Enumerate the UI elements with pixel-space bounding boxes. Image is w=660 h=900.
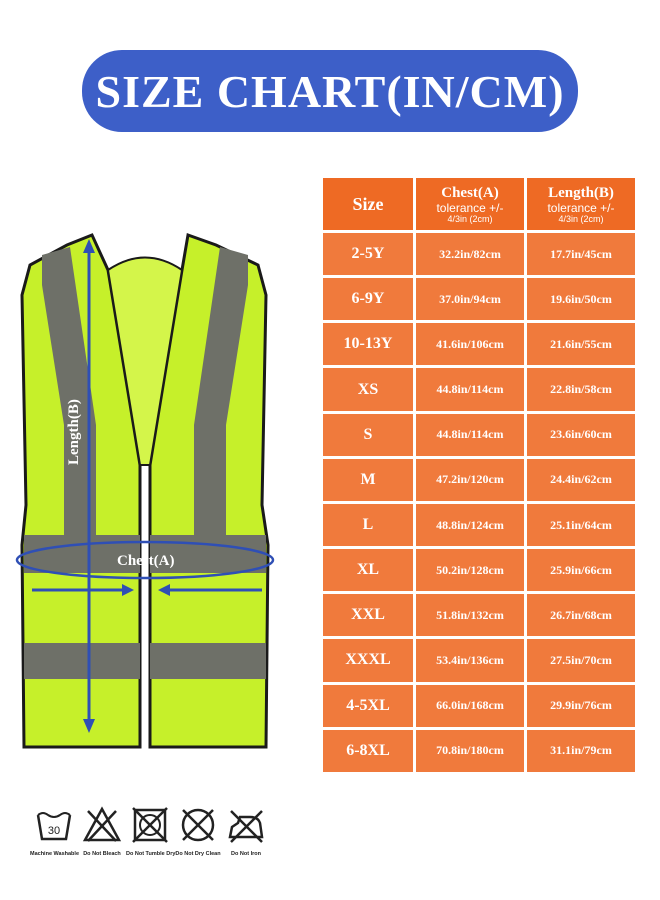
header-length-tolerance-value: 4/3in (2cm) [558,213,604,224]
table-row [323,549,635,591]
size-cell: L [323,504,413,546]
size-cell: XS [323,368,413,410]
length-cell: 25.9in/66cm [527,549,635,591]
lower-reflective-band-left [24,643,140,679]
table-row [323,414,635,456]
chest-label: Chest(A) [117,553,175,569]
length-cell: 21.6in/55cm [527,323,635,365]
size-cell: XXXL [323,639,413,681]
table-row [323,233,635,275]
vest-illustration [12,225,288,760]
chest-cell: 53.4in/136cm [416,639,524,681]
chest-cell: 47.2in/120cm [416,459,524,501]
wash-30-icon [34,805,74,845]
no-bleach-icon [82,805,122,845]
chest-cell: 44.8in/114cm [416,414,524,456]
size-cell: 10-13Y [323,323,413,365]
chest-cell: 51.8in/132cm [416,594,524,636]
care-label: Do Not Bleach [83,851,121,857]
size-table-body [323,233,635,772]
lower-reflective-band-right [150,643,266,679]
care-label: Do Not Tumble Dry [126,851,176,857]
care-item-no-bleach [78,805,126,857]
size-cell: 6-8XL [323,730,413,772]
length-cell: 27.5in/70cm [527,639,635,681]
size-cell: 6-9Y [323,278,413,320]
size-cell: S [323,414,413,456]
size-cell: 4-5XL [323,685,413,727]
length-cell: 22.8in/58cm [527,368,635,410]
length-cell: 23.6in/60cm [527,414,635,456]
care-label: Do Not Dry Clean [175,851,221,857]
no-iron-icon [226,805,266,845]
size-cell: M [323,459,413,501]
size-cell: 2-5Y [323,233,413,275]
care-instructions [30,805,270,870]
table-row [323,278,635,320]
header-chest-title: Chest(A) [441,184,499,201]
length-cell: 17.7in/45cm [527,233,635,275]
no-dry-clean-icon [178,805,218,845]
header-length-title: Length(B) [548,184,614,201]
table-row [323,685,635,727]
care-label: Do Not Iron [231,851,261,857]
header-length [527,178,635,230]
table-row [323,459,635,501]
table-row [323,594,635,636]
chest-cell: 50.2in/128cm [416,549,524,591]
length-cell: 24.4in/62cm [527,459,635,501]
care-item-no-dry-clean [174,805,222,857]
chest-cell: 32.2in/82cm [416,233,524,275]
chest-cell: 48.8in/124cm [416,504,524,546]
chest-cell: 44.8in/114cm [416,368,524,410]
header-size: Size [323,178,413,230]
chest-cell: 37.0in/94cm [416,278,524,320]
size-chart-table [320,175,638,775]
care-label: Machine Washable [30,851,80,857]
length-cell: 29.9in/76cm [527,685,635,727]
table-row [323,730,635,772]
chest-cell: 41.6in/106cm [416,323,524,365]
length-cell: 19.6in/50cm [527,278,635,320]
care-item-machine-washable [30,805,78,857]
wash-temperature: 30 [47,825,61,837]
title-banner [82,50,578,132]
header-length-tolerance: tolerance +/- [547,200,615,215]
care-item-no-iron [222,805,270,857]
chest-cell: 70.8in/180cm [416,730,524,772]
table-row [323,504,635,546]
header-chest-tolerance: tolerance +/- [436,200,504,215]
table-row [323,323,635,365]
no-tumble-dry-icon [130,805,170,845]
chest-cell: 66.0in/168cm [416,685,524,727]
size-cell: XXL [323,594,413,636]
length-cell: 25.1in/64cm [527,504,635,546]
length-cell: 31.1in/79cm [527,730,635,772]
table-row [323,639,635,681]
header-chest [416,178,524,230]
table-header-row [323,178,635,230]
length-label: Length(B) [66,399,82,465]
care-item-no-tumble-dry [126,805,174,857]
size-cell: XL [323,549,413,591]
page-title: SIZE CHART(IN/CM) [95,65,565,117]
header-chest-tolerance-value: 4/3in (2cm) [447,213,493,224]
table-row [323,368,635,410]
length-cell: 26.7in/68cm [527,594,635,636]
